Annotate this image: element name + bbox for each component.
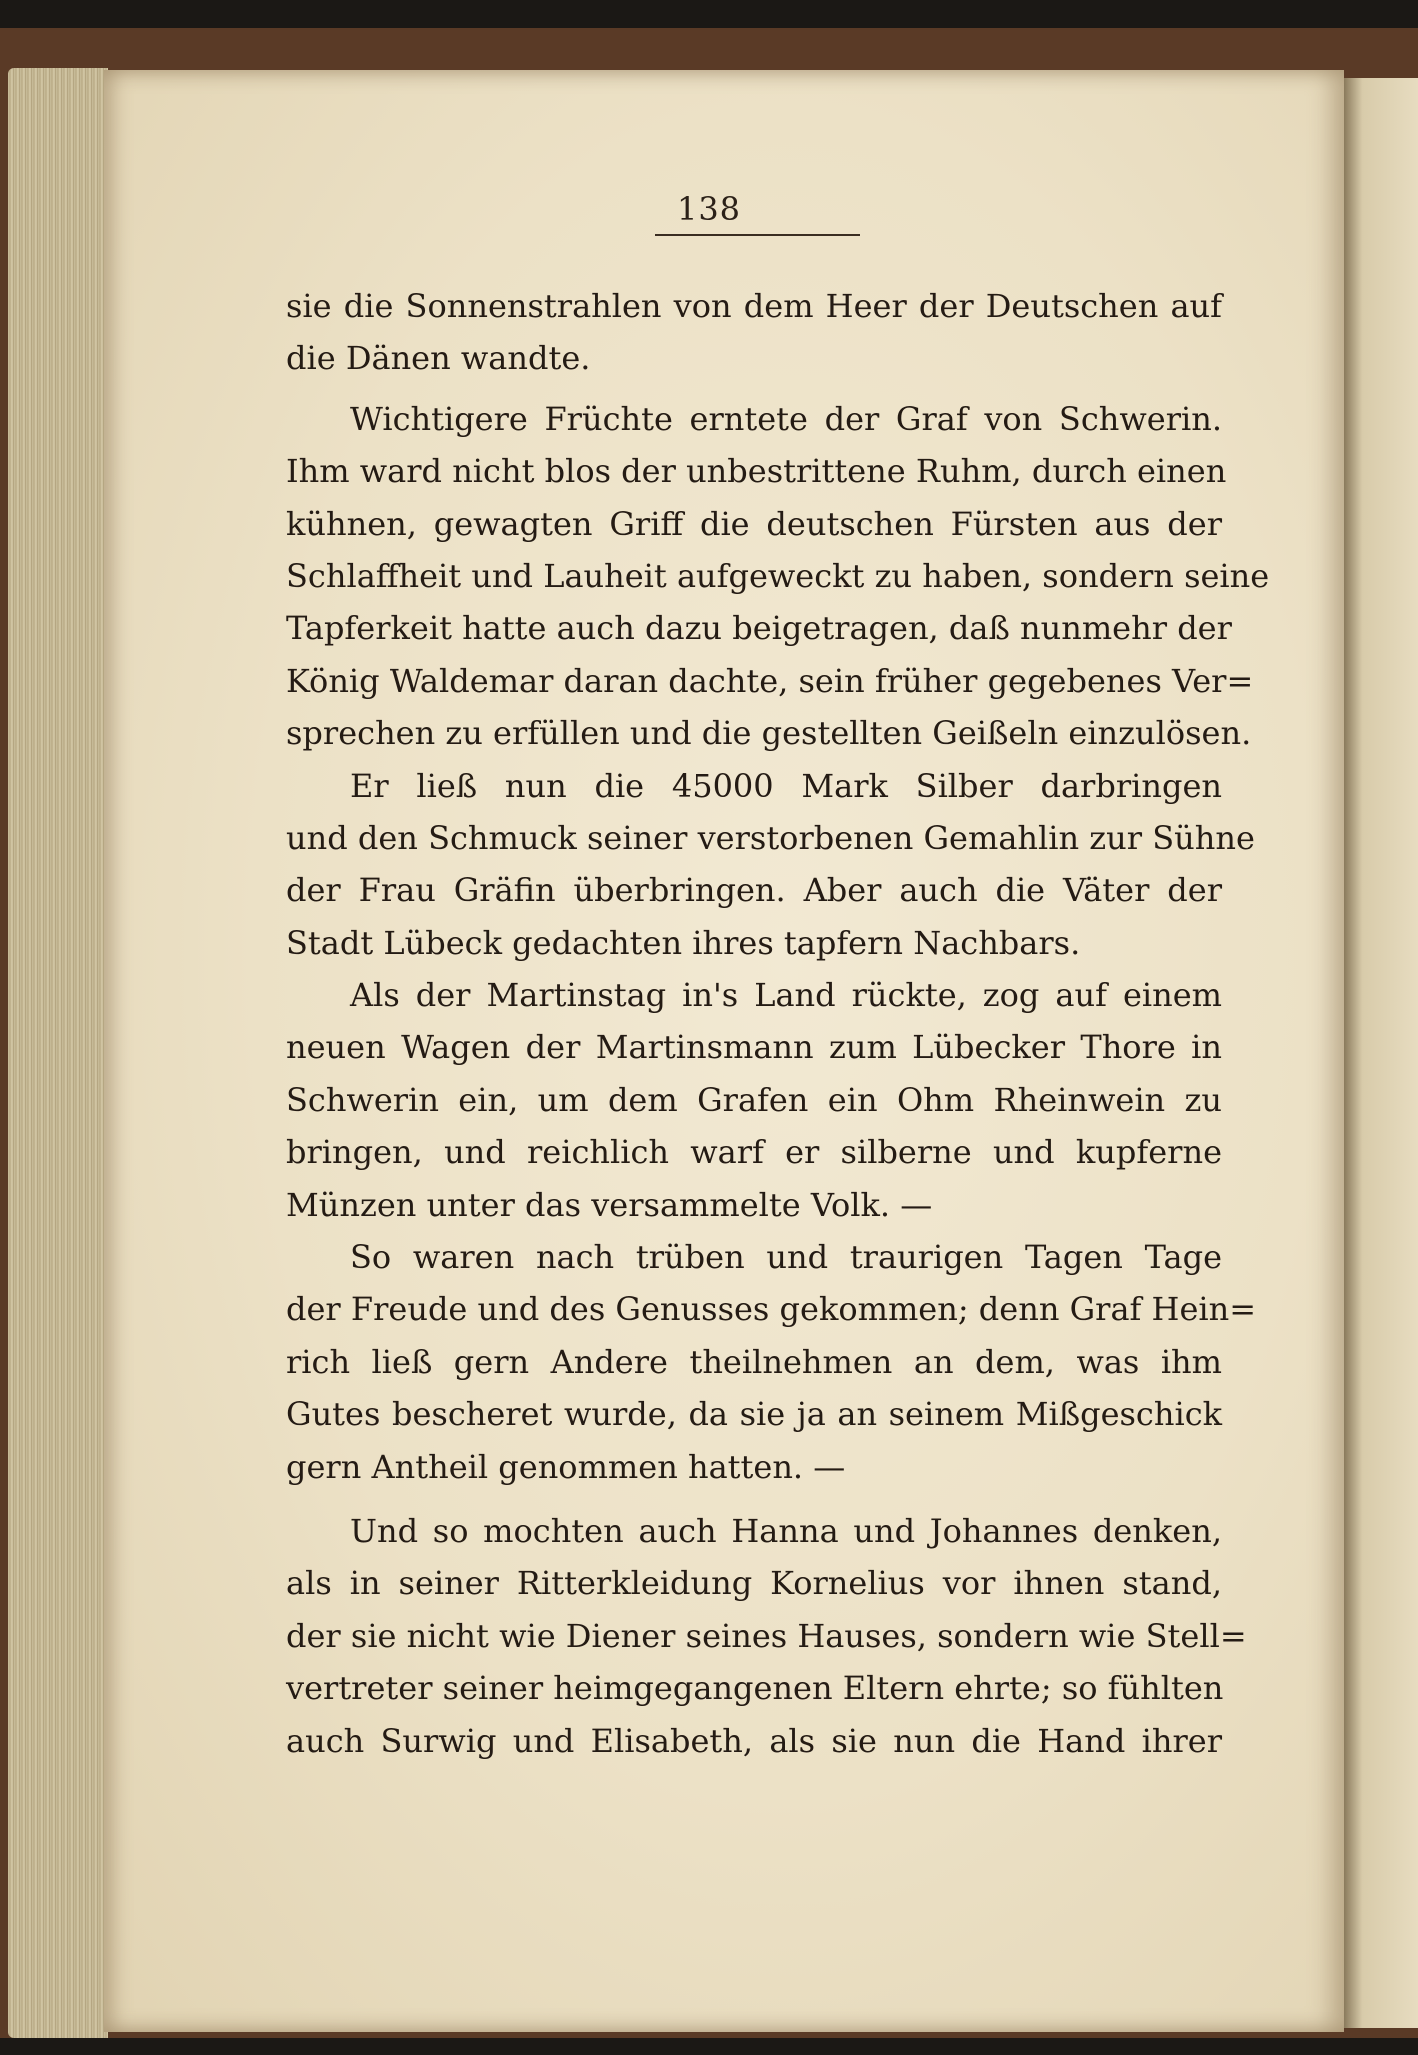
text-line: neuen Wagen der Martinsmann zum Lübecker Thore in xyxy=(286,1028,1222,1067)
text-line: So waren nach trüben und traurigen Tagen Tage xyxy=(350,1238,1222,1277)
text-line: Er ließ nun die 45000 Mark Silber darbringen xyxy=(350,766,1222,805)
header-rule xyxy=(655,234,860,236)
text-line: die Dänen wandte. xyxy=(286,339,591,378)
page-number: 138 xyxy=(676,190,742,228)
text-line: rich ließ gern Andere theilnehmen an dem, was ihm xyxy=(286,1342,1222,1381)
text-line: bringen, und reichlich warf er silberne und kupferne xyxy=(286,1133,1222,1172)
text-line: Wichtigere Früchte erntete der Graf von Schwerin. xyxy=(350,399,1222,438)
text-line: Als der Martinstag in's Land rückte, zog auf einem xyxy=(350,976,1222,1015)
text-line: Tapferkeit hatte auch dazu beigetragen, daß nunmehr der xyxy=(286,609,1232,648)
paragraph-6 xyxy=(286,1505,1247,1767)
text-line: Und so mochten auch Hanna und Johannes denken, xyxy=(350,1511,1222,1550)
text-line: als in seiner Ritterkleidung Kornelius vor ihnen stand, xyxy=(286,1564,1222,1603)
text-line: Stadt Lübeck gedachten ihres tapfern Nachbars. xyxy=(286,923,1081,962)
text-line: Ihm ward nicht blos der unbestrittene Ruhm, durch einen xyxy=(286,452,1227,491)
text-line: sie die Sonnenstrahlen von dem Heer der Deutschen auf xyxy=(286,287,1222,325)
text-line: Münzen unter das versammelte Volk. — xyxy=(286,1185,933,1224)
text-line: sprechen zu erfüllen und die gestellten Geißeln einzulösen. xyxy=(286,714,1252,753)
page-edges xyxy=(8,68,108,2038)
paragraph-3 xyxy=(286,760,1255,970)
paragraph-1 xyxy=(286,280,1222,385)
text-line: kühnen, gewagten Griff die deutschen Fürsten aus der xyxy=(286,504,1222,543)
text-line: der Freude und des Genusses gekommen; denn Graf Hein= xyxy=(286,1290,1257,1329)
paragraph-2 xyxy=(286,393,1270,760)
text-line: Schlaffheit und Lauheit aufgeweckt zu haben, sondern seine xyxy=(286,556,1270,595)
paragraph-4 xyxy=(286,969,1222,1231)
text-line: der sie nicht wie Diener seines Hauses, sondern wie Stell= xyxy=(286,1616,1247,1655)
text-line: Schwerin ein, um dem Grafen ein Ohm Rheinwein zu xyxy=(286,1080,1222,1119)
text-line: gern Antheil genommen hatten. — xyxy=(286,1447,846,1486)
page-text xyxy=(286,280,1270,1767)
text-line: und den Schmuck seiner verstorbenen Gemahlin zur Sühne xyxy=(286,818,1255,857)
text-line: König Waldemar daran dachte, sein früher gegebenes Ver= xyxy=(286,661,1254,700)
text-line: vertreter seiner heimgegangenen Eltern ehrte; so fühlten xyxy=(286,1669,1224,1708)
text-line: auch Surwig und Elisabeth, als sie nun die Hand ihrer xyxy=(286,1721,1222,1760)
paragraph-5 xyxy=(286,1231,1257,1493)
text-line: Gutes bescheret wurde, da sie ja an seinem Mißgeschick xyxy=(286,1395,1222,1434)
facing-page-edge xyxy=(1344,78,1418,2028)
text-line: der Frau Gräfin überbringen. Aber auch die Väter der xyxy=(286,871,1222,910)
